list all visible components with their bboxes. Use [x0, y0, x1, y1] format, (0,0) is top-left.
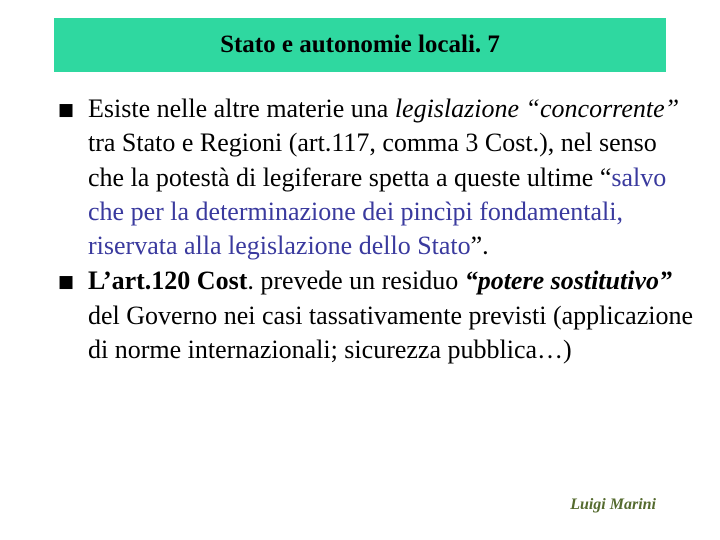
quoted-text: salvo che per la determinazione dei pincìpi fondamentali, riservata alla legislazione dello Stato: [88, 162, 667, 261]
bullet-emphasis: “potere sostitutivo”: [464, 266, 672, 296]
bullet-text: tra Stato e Regioni (art.117, comma 3 Cost.), nel senso che la potestà di legiferare spetta a queste ultime “: [88, 128, 657, 192]
slide-title: Stato e autonomie locali. 7: [220, 31, 500, 58]
bullet-item: [58, 92, 698, 263]
slide-title-bar: [54, 18, 666, 72]
bullet-item: [58, 264, 698, 367]
bullet-strong: L’art.120 Cost: [88, 266, 248, 296]
bullet-text: . prevede un residuo: [247, 266, 465, 296]
square-bullet-icon: ■: [58, 100, 75, 120]
author-signature: Luigi Marini: [570, 496, 656, 513]
bullet-text: del Governo nei casi tassativamente previsti (applicazione di norme internazionali; sicurezza pubblica…): [88, 300, 693, 365]
slide-content: [58, 92, 698, 367]
bullet-text: Esiste nelle altre materie una: [88, 94, 395, 123]
square-bullet-icon: ■: [58, 272, 75, 293]
bullet-emphasis: legislazione “concorrente”: [394, 94, 680, 123]
bullet-text: ”.: [470, 231, 489, 261]
